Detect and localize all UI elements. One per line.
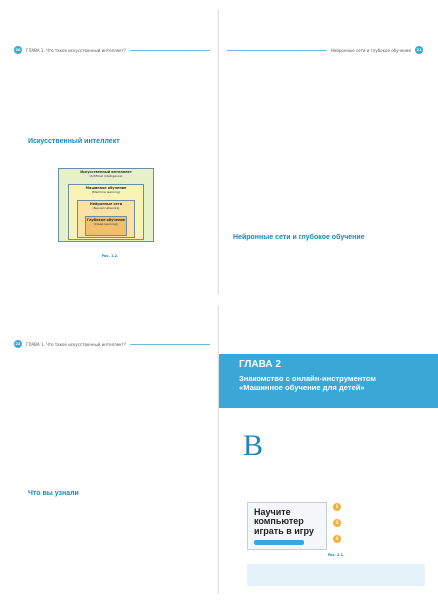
section-heading: Искусственный интеллект [28,138,120,145]
layer-ml-label-en: (Machine learning) [91,189,121,194]
layer-ml-label: Машинное обучение [85,186,127,190]
header-rule [130,50,210,51]
section-heading: Что вы узнали [28,490,79,497]
layer-dl-label: Глубокое обучение [86,218,126,222]
figure-caption-label: Рис. 2.1. [327,553,345,557]
header-rule [227,50,327,51]
ai-hierarchy-diagram [58,168,154,248]
chapter-title: Знакомство с онлайн-инструментом «Машинное обучение для детей» [239,374,377,393]
chapter-2-opener [219,306,438,594]
running-head-text: ГЛАВА 1. Что такое искусственный интеллект? [26,47,127,53]
step-number: 1 [333,503,341,511]
running-head-text: Нейронные сети и глубокое обучение [330,47,411,53]
running-head-text: ГЛАВА 1. Что такое искусственный интеллект? [26,341,127,347]
book-spread-top [0,10,438,294]
section-heading: Нейронные сети и глубокое обучение [233,234,365,241]
figure-caption-label: Рис. 1.2. [101,254,119,258]
website-steps [333,502,425,550]
step-item [333,518,425,529]
website-hero-panel [247,502,327,550]
layer-dl [85,216,127,236]
drop-cap: В [243,429,264,462]
figure-caption [40,254,180,258]
page-number: 22 [15,342,21,346]
layer-nn-label: Нейронные сети [89,202,123,206]
step-item [333,534,425,545]
running-head [227,46,423,54]
header-rule [130,344,210,345]
book-spread-bottom [0,306,438,594]
chapter-banner [219,354,438,408]
step-number: 2 [333,519,341,527]
note-box [247,564,425,586]
layer-ai-label: Искусственный интеллект [80,170,132,174]
layer-ai-label-en: (Artificial Intelligence) [89,173,123,178]
step-number: 3 [333,535,341,543]
page-20 [0,10,219,294]
step-item [333,502,425,513]
page-number: 20 [15,48,21,52]
website-cta-bar [254,540,304,545]
running-head [14,340,210,348]
page-21 [219,10,438,294]
running-head [14,46,210,54]
page-22 [0,306,219,594]
layer-dl-label-en: (Deep learning) [94,221,118,226]
page-number: 21 [416,48,422,52]
website-screenshot-figure [247,502,425,550]
figure-caption [247,553,425,557]
layer-nn-label-en: (Neural networks) [92,205,120,210]
website-headline: Научите компьютер играть в игру [254,507,314,536]
chapter-number: ГЛАВА 2 [239,359,281,370]
